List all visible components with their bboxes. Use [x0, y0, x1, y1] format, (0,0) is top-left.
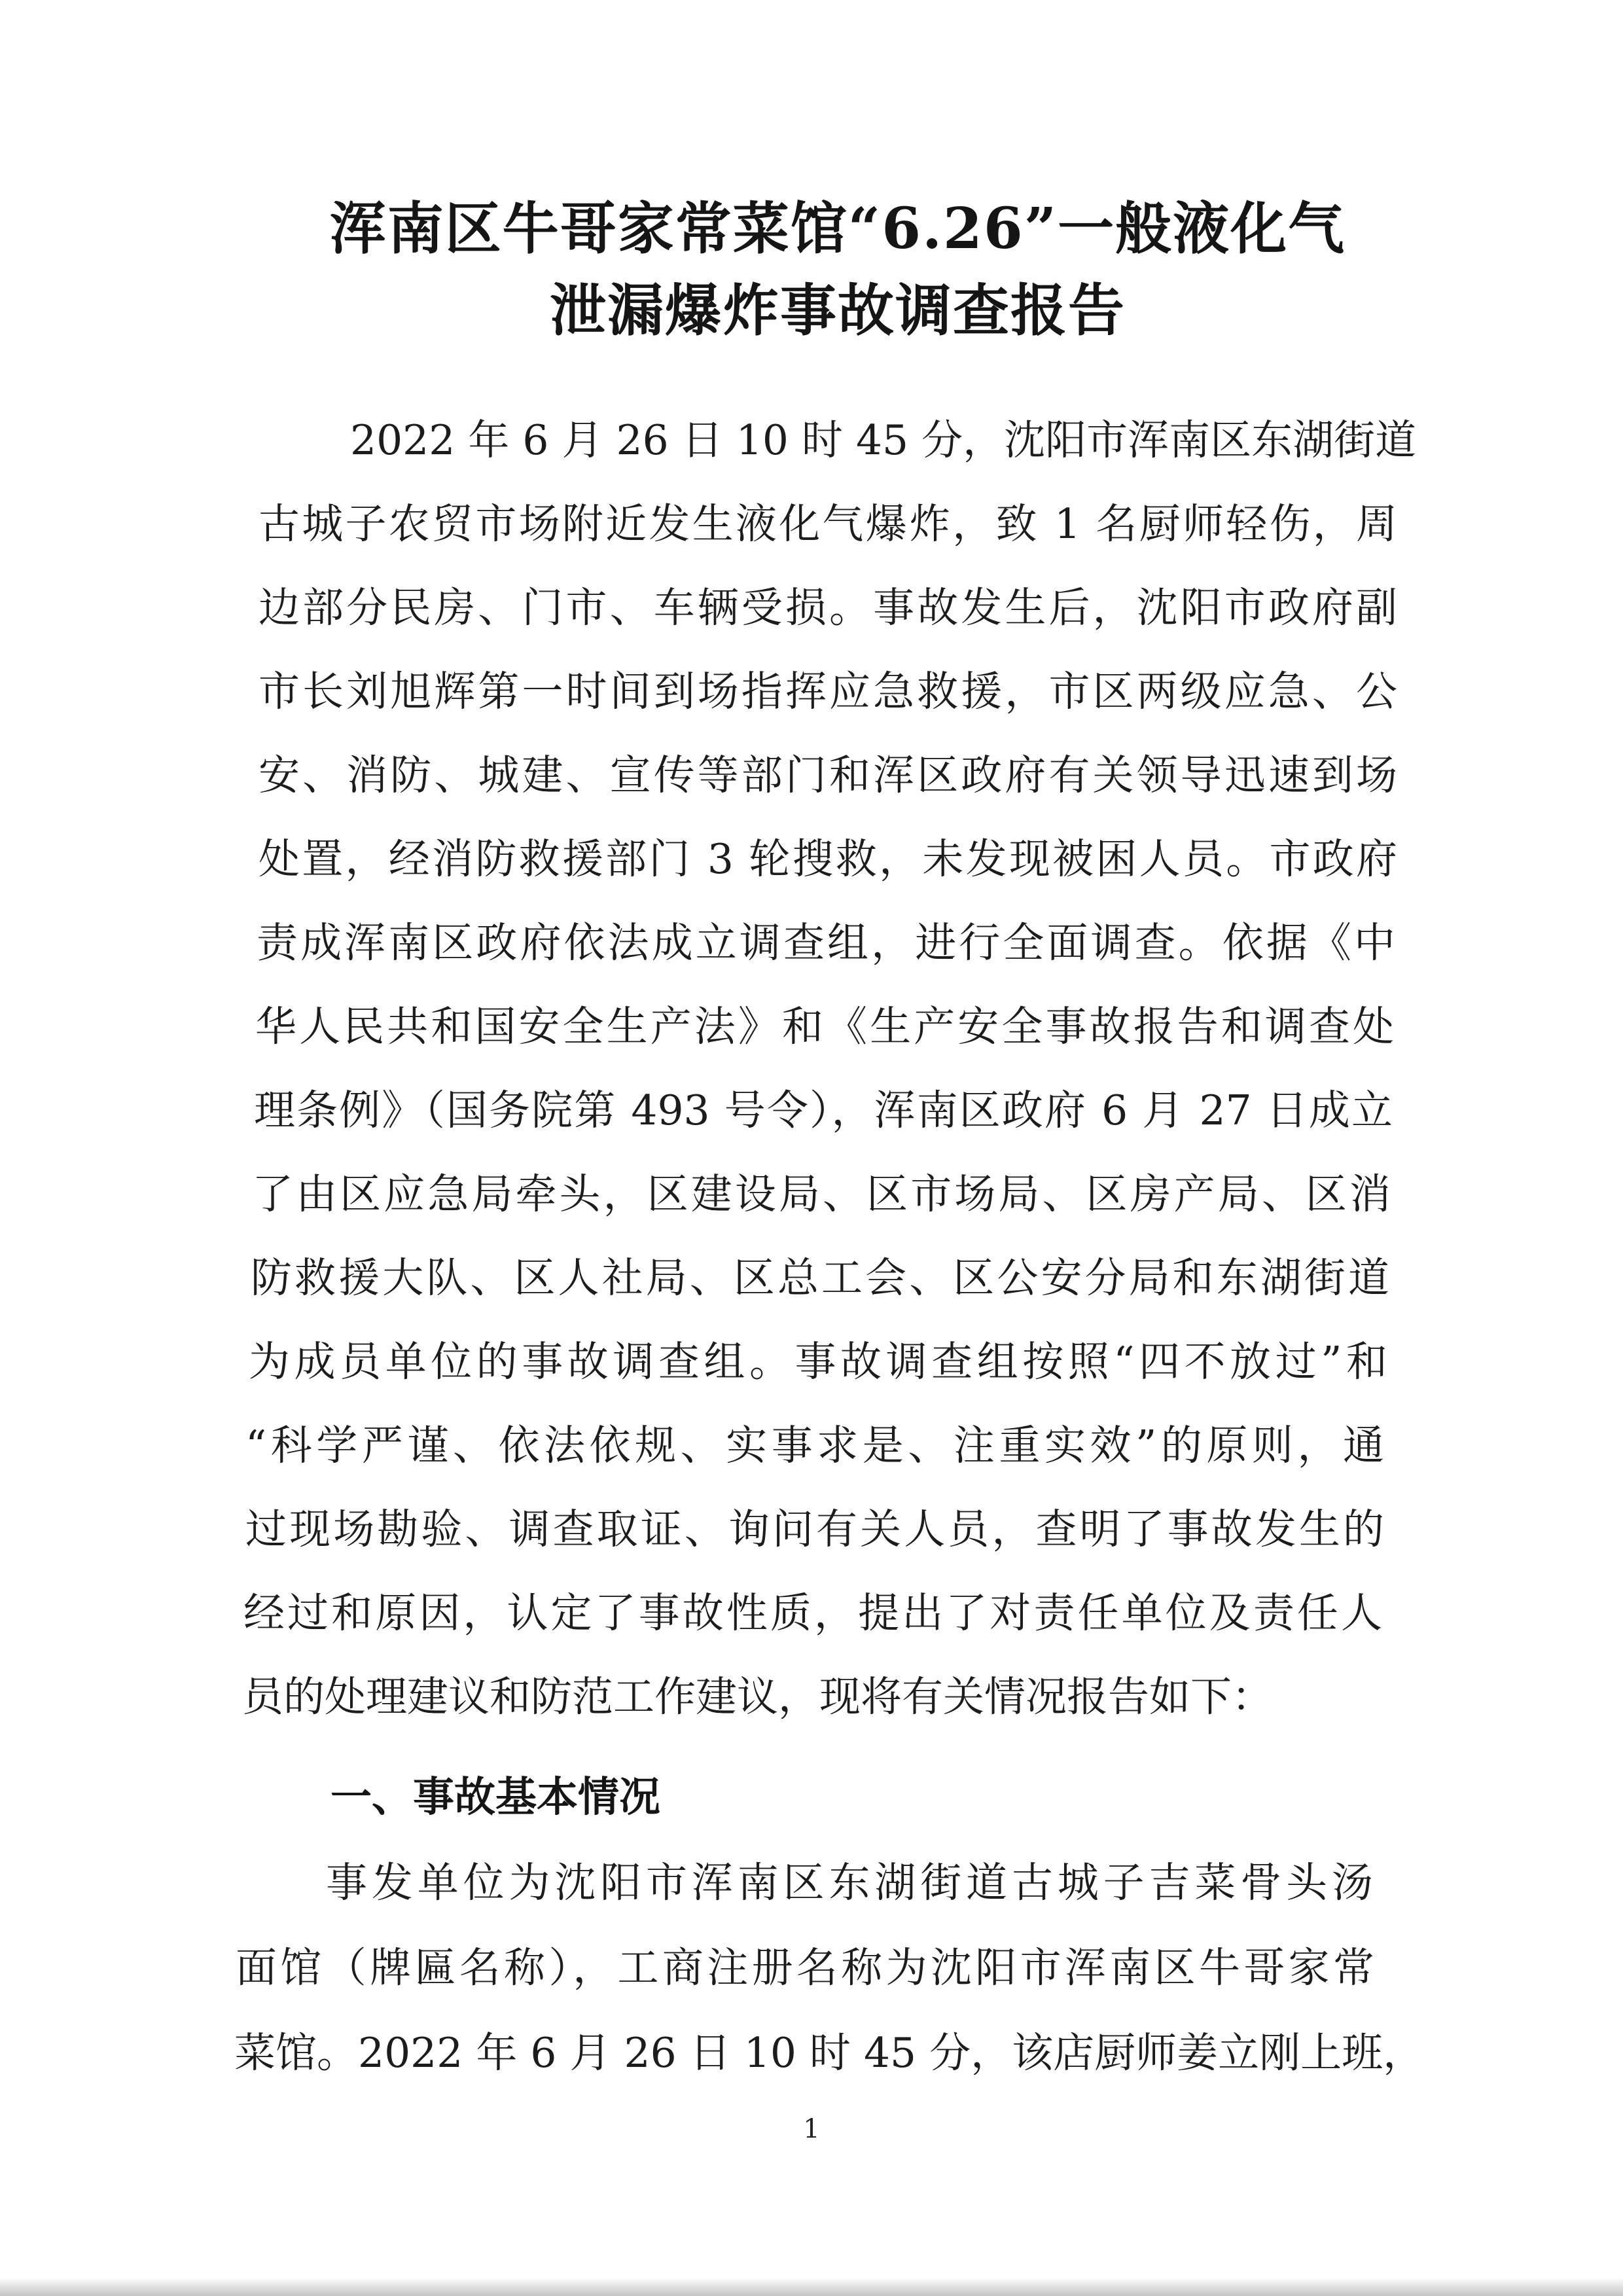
section-heading: 一、事故基本情况 [330, 1772, 660, 1821]
paragraph-line: 防救援大队、区人社局、区总工会、区公安分局和东湖街道 [251, 1254, 1389, 1302]
paragraph-line: 市长刘旭辉第一时间到场指挥应急救援，市区两级应急、公 [259, 668, 1397, 715]
paragraph-line: 过现场勘验、调查取证、询问有关人员，查明了事故发生的 [245, 1505, 1384, 1553]
paragraph-line: 理条例》（国务院第 493 号令），浑南区政府 6 月 27 日成立 [254, 1086, 1393, 1134]
paragraph-line: 为成员单位的事故调查组。事故调查组按照“四不放过”和 [249, 1338, 1387, 1386]
report-title-line-2: 泄漏爆炸事故调查报告 [550, 278, 1126, 344]
paragraph-line: 华人民共和国安全生产法》和《生产安全事故报告和调查处 [255, 1003, 1394, 1050]
paragraph-line: 安、消防、城建、宣传等部门和浑区政府有关领导迅速到场 [259, 751, 1397, 799]
paragraph-line: 事发单位为沈阳市浑南区东湖街道古城子吉菜骨头汤 [326, 1859, 1373, 1907]
paragraph-line: 处置，经消防救援部门 3 轮搜救，未发现被困人员。市政府 [259, 835, 1397, 883]
paragraph-line: 责成浑南区政府依法成立调查组，进行全面调查。依据《中 [257, 919, 1395, 967]
paragraph-line: 古城子农贸市场附近发生液化气爆炸，致 1 名厨师轻伤，周 [259, 500, 1397, 548]
paragraph-line: 2022 年 6 月 26 日 10 时 45 分，沈阳市浑南区东湖街道 [350, 416, 1417, 464]
paragraph-line: 面馆（牌匾名称），工商注册名称为沈阳市浑南区牛哥家常 [236, 1944, 1374, 1992]
page-number: 1 [803, 2114, 820, 2144]
report-title-line-1: 浑南区牛哥家常菜馆“6.26”一般液化气 [329, 196, 1346, 262]
paragraph-line: 经过和原因，认定了事故性质，提出了对责任单位及责任人 [243, 1589, 1382, 1637]
paragraph-line: 员的处理建议和防范工作建议，现将有关情况报告如下： [242, 1673, 1273, 1721]
scan-edge-shadow [0, 2278, 1623, 2296]
paragraph-line: 了由区应急局牵头，区建设局、区市场局、区房产局、区消 [252, 1170, 1391, 1218]
paragraph-line: 菜馆。2022 年 6 月 26 日 10 时 45 分，该店厨师姜立刚上班， [234, 2029, 1425, 2077]
paragraph-line: “科学严谨、依法依规、实事求是、注重实效”的原则，通 [245, 1422, 1384, 1469]
paragraph-line: 边部分民房、门市、车辆受损。事故发生后，沈阳市政府副 [259, 584, 1397, 632]
